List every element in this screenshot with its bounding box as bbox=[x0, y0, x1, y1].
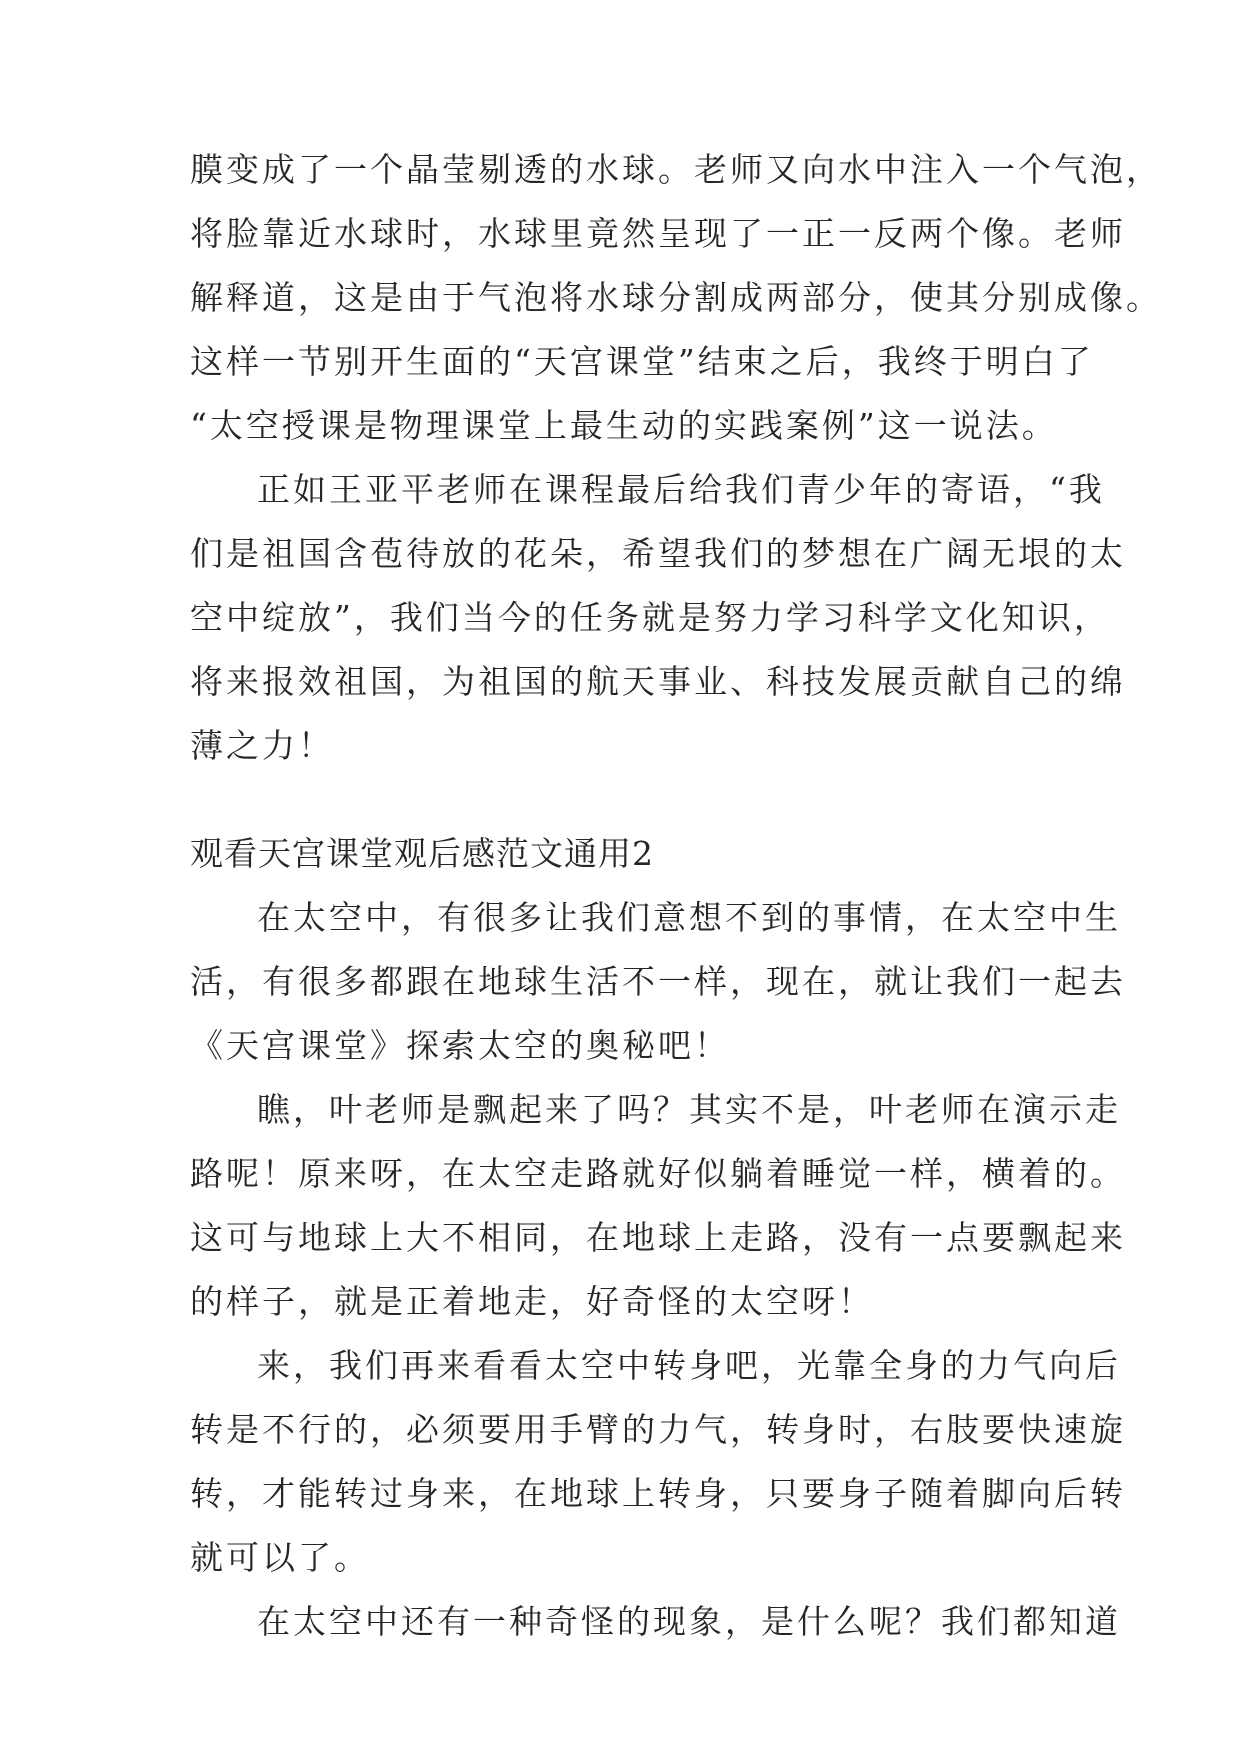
paragraph-line: 正如王亚平老师在课程最后给我们青少年的寄语，“我 bbox=[257, 470, 1105, 509]
paragraph-line: 空中绽放”，我们当今的任务就是努力学习科学文化知识， bbox=[190, 598, 1110, 637]
paragraph-line: 的样子，就是正着地走，好奇怪的太空呀！ bbox=[190, 1282, 874, 1321]
paragraph-line: 将脸靠近水球时，水球里竟然呈现了一正一反两个像。老师 bbox=[190, 214, 1126, 253]
paragraph-line: 解释道，这是由于气泡将水球分割成两部分，使其分别成像。 bbox=[190, 278, 1162, 317]
paragraph-line: 这样一节别开生面的“天宫课堂”结束之后，我终于明白了 bbox=[190, 342, 1094, 381]
paragraph-line: 就可以了。 bbox=[190, 1538, 370, 1577]
paragraph-line: 在太空中还有一种奇怪的现象，是什么呢？我们都知道 bbox=[257, 1602, 1121, 1641]
paragraph-line: 活，有很多都跟在地球生活不一样，现在，就让我们一起去 bbox=[190, 962, 1126, 1001]
paragraph-line: 《天宫课堂》探索太空的奥秘吧！ bbox=[190, 1026, 730, 1065]
paragraph-line: 来，我们再来看看太空中转身吧，光靠全身的力气向后 bbox=[257, 1346, 1121, 1385]
paragraph-line: 在太空中，有很多让我们意想不到的事情，在太空中生 bbox=[257, 898, 1121, 937]
paragraph-line: 薄之力！ bbox=[190, 726, 334, 765]
paragraph-line: 这可与地球上大不相同，在地球上走路，没有一点要飘起来 bbox=[190, 1218, 1126, 1257]
paragraph-line: 们是祖国含苞待放的花朵，希望我们的梦想在广阔无垠的太 bbox=[190, 534, 1126, 573]
paragraph-line: 将来报效祖国，为祖国的航天事业、科技发展贡献自己的绵 bbox=[190, 662, 1126, 701]
section-heading: 观看天宫课堂观后感范文通用2 bbox=[190, 834, 654, 873]
paragraph-line: “太空授课是物理课堂上最生动的实践案例”这一说法。 bbox=[190, 406, 1058, 445]
paragraph-line: 膜变成了一个晶莹剔透的水球。老师又向水中注入一个气泡， bbox=[190, 150, 1162, 189]
paragraph-line: 转，才能转过身来，在地球上转身，只要身子随着脚向后转 bbox=[190, 1474, 1126, 1513]
paragraph-line: 路呢！原来呀，在太空走路就好似躺着睡觉一样，横着的。 bbox=[190, 1154, 1126, 1193]
paragraph-line: 转是不行的，必须要用手臂的力气，转身时，右肢要快速旋 bbox=[190, 1410, 1126, 1449]
paragraph-line: 瞧，叶老师是飘起来了吗？其实不是，叶老师在演示走 bbox=[257, 1090, 1121, 1129]
